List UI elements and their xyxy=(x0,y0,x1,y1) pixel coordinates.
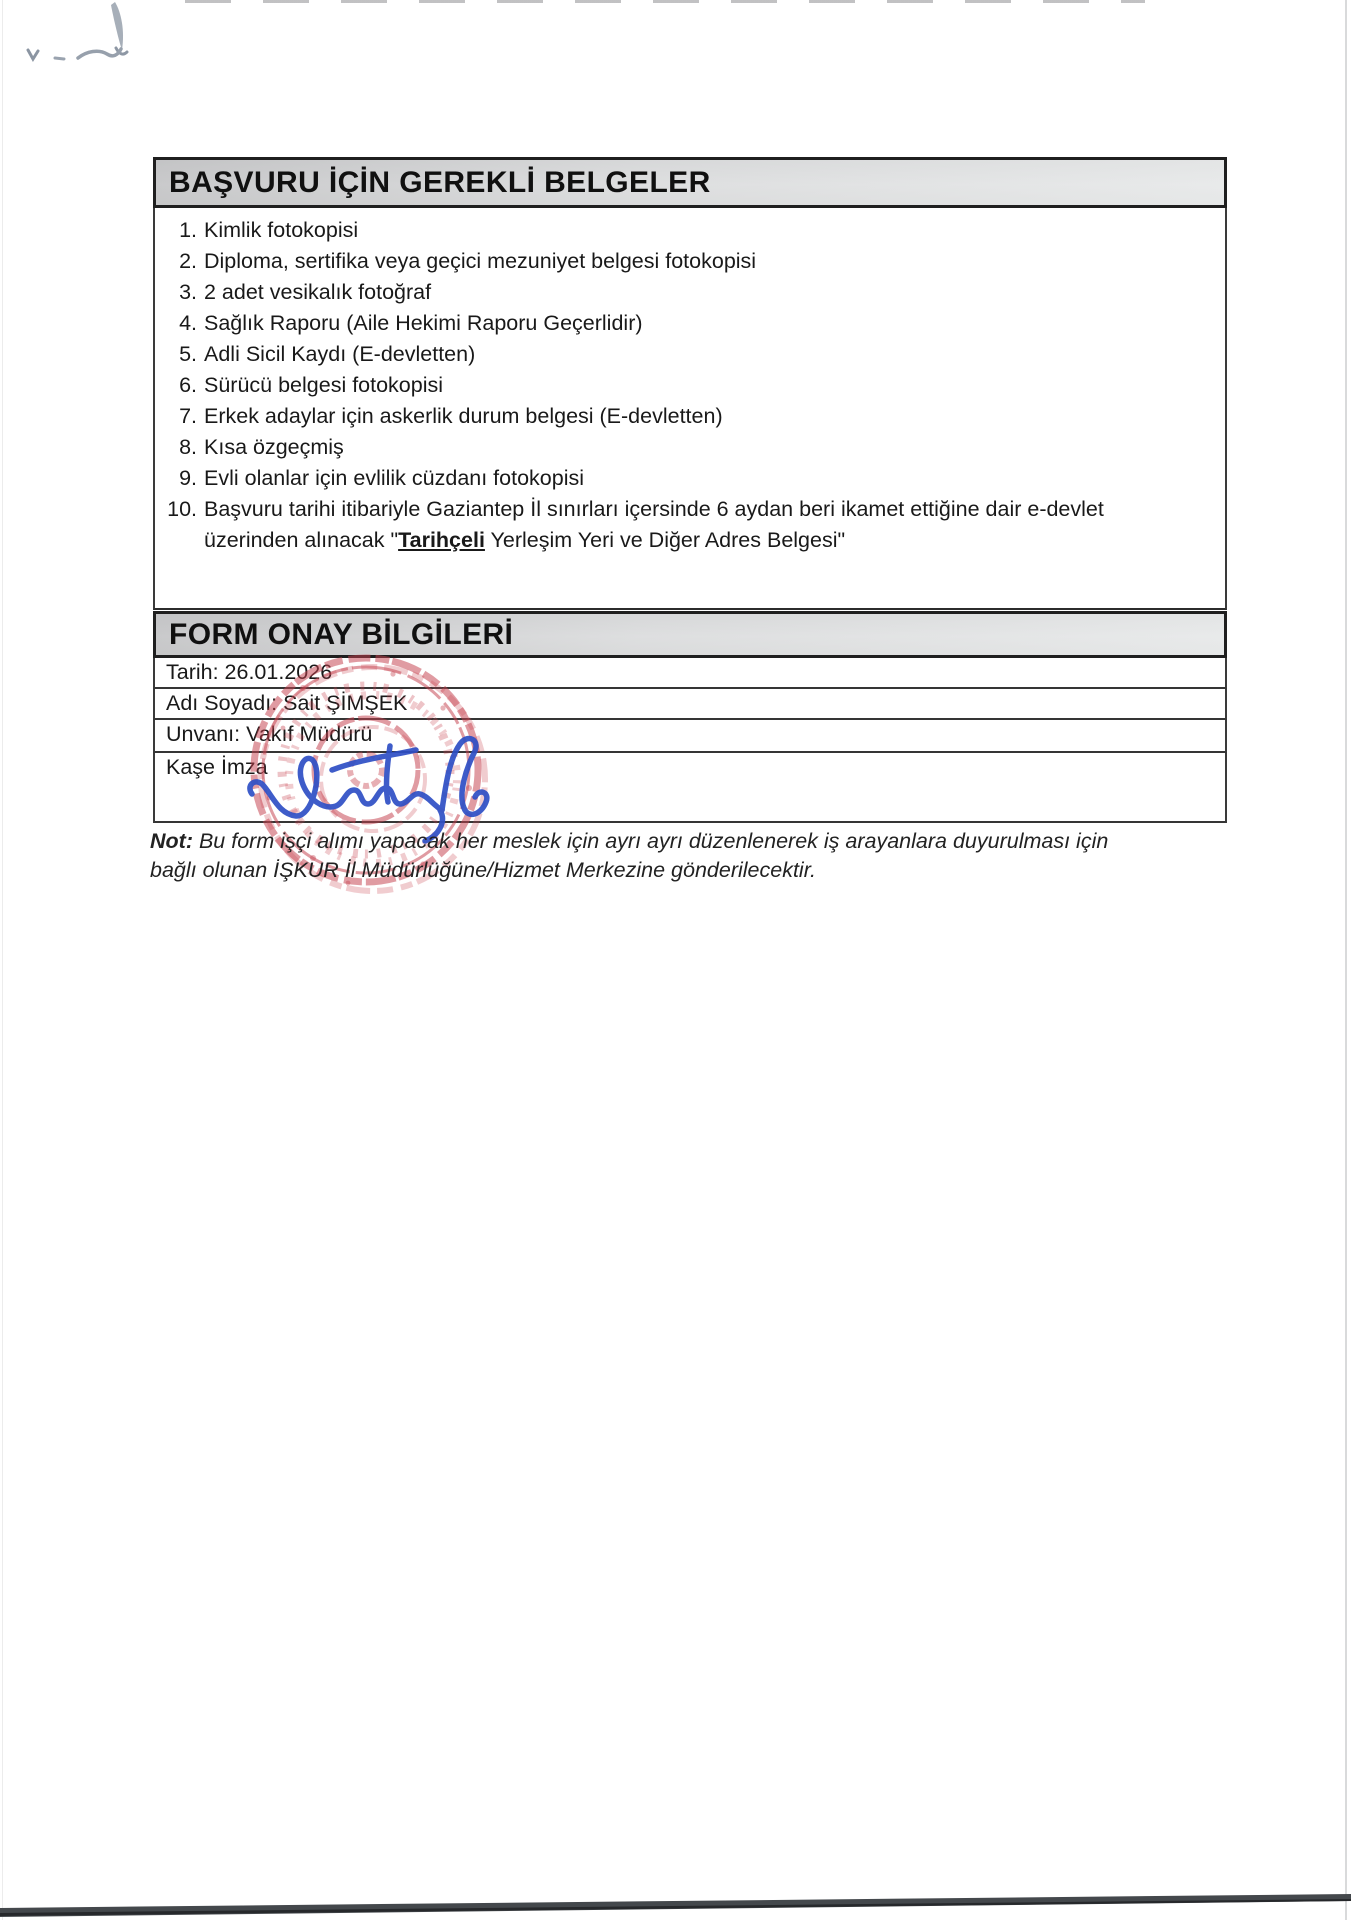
list-item-number: 5. xyxy=(179,342,197,366)
list-item-number: 10. xyxy=(167,497,197,521)
list-item-text: Evli olanlar için evlilik cüzdanı fotokopisi xyxy=(204,466,585,490)
note-label: Not: xyxy=(150,829,193,853)
approval-row-name: Adı Soyadı: Sait ŞİMŞEK xyxy=(153,689,1227,720)
list-item-number: 6. xyxy=(179,373,197,397)
note-line-2: bağlı olunan İŞKUR İl Müdürlüğüne/Hizmet Merkezine gönderilecektir. xyxy=(150,858,817,882)
list-item-number: 9. xyxy=(179,466,197,490)
approval-title: FORM ONAY BİLGİLERİ xyxy=(169,617,514,651)
approval-row-date: Tarih: 26.01.2026 xyxy=(153,658,1227,689)
list-item-text: 2 adet vesikalık fotoğraf xyxy=(204,280,432,304)
list-item-number: 2. xyxy=(179,249,197,273)
list-item-text: Diploma, sertifika veya geçici mezuniyet belgesi fotokopisi xyxy=(204,249,757,273)
list-item-number: 3. xyxy=(179,280,197,304)
list-item-text: Adli Sicil Kaydı (E-devletten) xyxy=(204,342,476,366)
list-item-text: Sürücü belgesi fotokopisi xyxy=(204,373,444,397)
approval-row-title: Unvanı: Vakıf Müdürü xyxy=(153,720,1227,753)
list-item-number: 1. xyxy=(179,218,197,242)
list-item-text: Sağlık Raporu (Aile Hekimi Raporu Geçerlidir) xyxy=(204,311,643,335)
note-line-1: Not: Bu form işçi alımı yapacak her meslek için ayrı ayrı düzenlenerek iş arayanlara duyurulması için xyxy=(150,829,1109,853)
list-item-number: 8. xyxy=(179,435,197,459)
list-item-line: üzerinden alınacak "Tarihçeli Yerleşim Yeri ve Diğer Adres Belgesi" xyxy=(204,528,846,552)
list-item-line: Başvuru tarihi itibariyle Gaziantep İl sınırları içersinde 6 aydan beri ikamet ettiğine dair e-devlet xyxy=(204,497,1104,521)
list-item-text: Kimlik fotokopisi xyxy=(204,218,359,242)
approval-row-stamp-signature: Kaşe İmza xyxy=(153,753,1227,823)
list-item-number: 7. xyxy=(179,404,197,428)
list-item-text: Erkek adaylar için askerlik durum belgesi (E-devletten) xyxy=(204,404,723,428)
list-item-text: Kısa özgeçmiş xyxy=(204,435,344,459)
list-item-number: 4. xyxy=(179,311,197,335)
emphasized-word: Tarihçeli xyxy=(398,528,485,552)
required-documents-title: BAŞVURU İÇİN GEREKLİ BELGELER xyxy=(169,165,711,199)
